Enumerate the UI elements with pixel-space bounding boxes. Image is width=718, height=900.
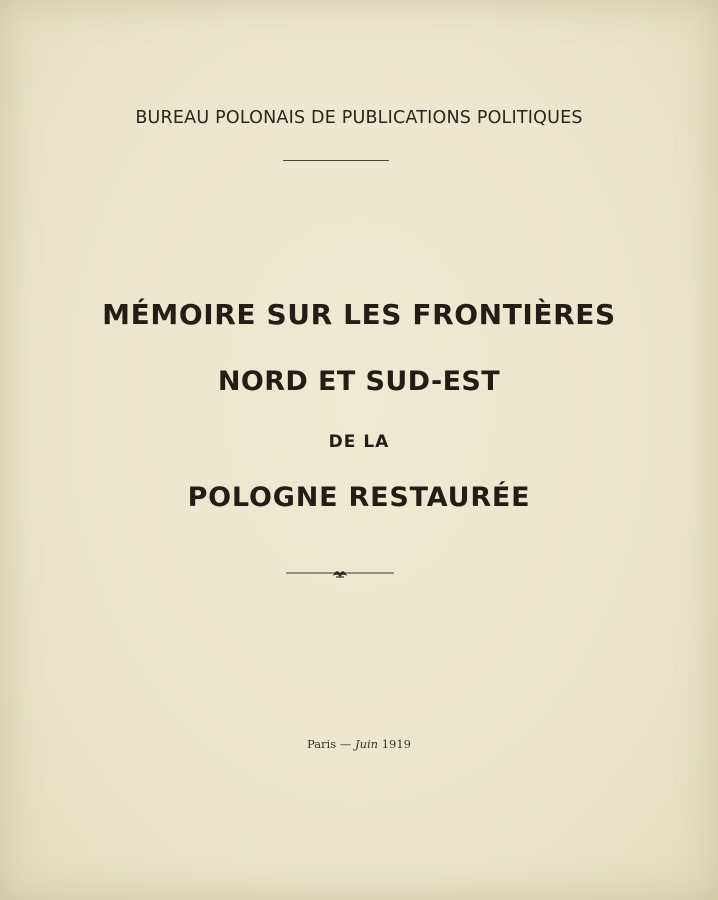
title-line-3: DE LA [328, 432, 390, 452]
imprint-month: Juin [354, 737, 379, 751]
imprint-line [0, 737, 718, 751]
imprint-place: Paris [306, 737, 337, 751]
title-line-1: MÉMOIRE SUR LES FRONTIÈRES [102, 298, 616, 331]
imprint-dash: — [339, 737, 352, 751]
title-line-4: POLOGNE RESTAURÉE [187, 482, 531, 513]
fleuron-ornament-icon [286, 566, 394, 580]
title-line-2: NORD ET SUD-EST [217, 366, 501, 397]
publisher-name: BUREAU POLONAIS DE PUBLICATIONS POLITIQUES [135, 108, 583, 128]
imprint-year: 1919 [381, 737, 411, 751]
top-divider-rule [283, 160, 389, 161]
